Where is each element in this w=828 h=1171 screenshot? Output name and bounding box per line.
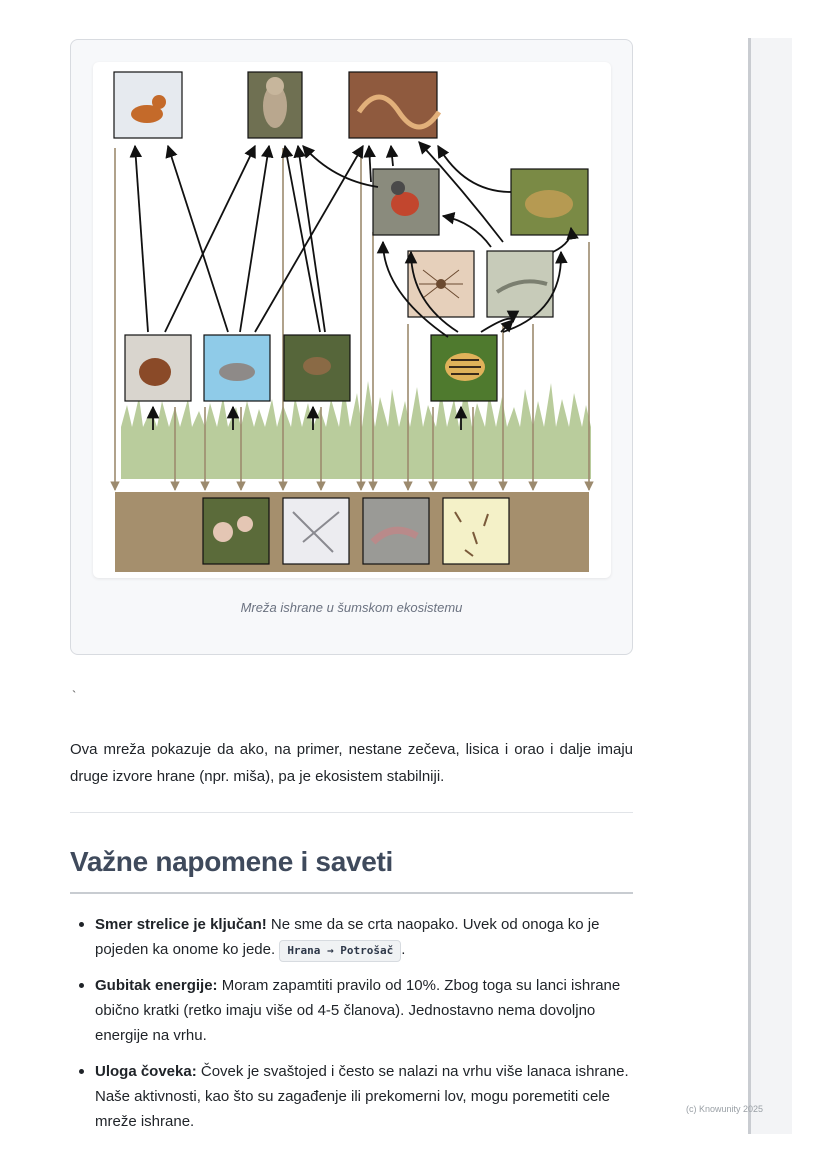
tip-text: Moram zapamtiti pravilo od 10%. Zbog toga su lanci ishrane obično kratki (retko imaju više od 4-5 članova). Jednostavno nema dovoljno energije na vrhu. [95,977,621,1044]
animal-tiles [114,72,588,564]
tip-title: Smer strelice je ključan! [95,916,267,933]
food-web-diagram [93,62,611,578]
tip-title: Uloga čoveka: [95,1063,197,1080]
tips-list [70,912,633,1145]
figure-card [70,39,633,655]
food-web-image [93,62,611,578]
list-item [95,912,633,962]
tip-tail: . [401,941,406,958]
scrollbar-track[interactable] [748,38,792,1134]
tip-title: Gubitak energije: [95,977,218,994]
watermark: (c) Knowunity 2025 [686,1104,764,1114]
soil-band [115,492,589,572]
heading-underline [70,892,633,894]
section-heading: Važne napomene i saveti [70,846,394,877]
list-item [95,973,633,1048]
tip-text: Ne sme da se crta naopako. Uvek od onoga ko je pojeden ka onome ko jede. [95,916,600,958]
section-divider [70,812,633,813]
list-item [95,1059,633,1134]
tip-text: Čovek je svaštojed i često se nalazi na vrhu više lanaca ishrane. Naše aktivnosti, kao što su zagađenje ili prekomerni lov, mogu poremetiti cele mreže ishrane. [95,1063,629,1130]
stray-backtick: ` [72,688,77,703]
paragraph: Ova mreža pokazuje da ako, na primer, nestane zečeva, lisica i orao i dalje imaju druge izvore hrane (npr. miša), pa je ekosistem stabilniji. [70,741,633,785]
figure-caption: Mreža ishrane u šumskom ekosistemu [240,600,463,615]
inline-code: Hrana → Potrošač [279,940,401,962]
